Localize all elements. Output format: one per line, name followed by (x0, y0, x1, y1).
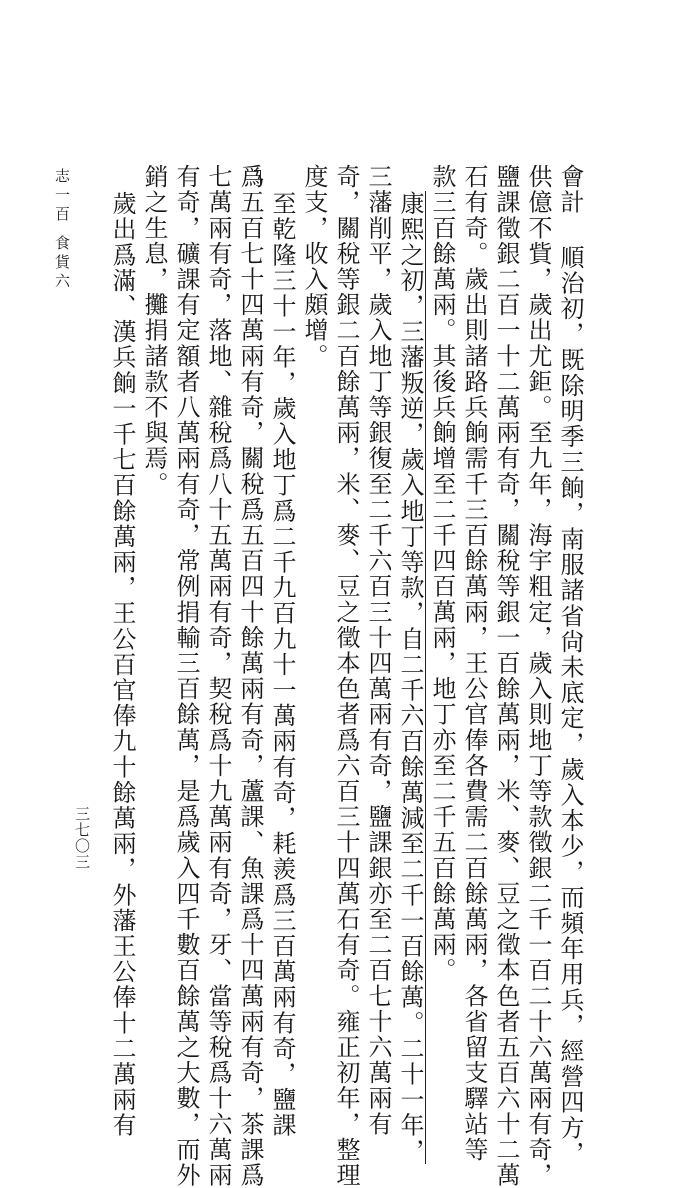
text-column-12: 七萬兩有奇，落地、雜稅爲八十五萬兩有奇，契稅爲十九萬兩有奇，牙、當等稅爲十六萬兩 (204, 164, 232, 1188)
text-column-11: 爲五百七十四萬兩有奇，關稅爲五百四十餘萬兩有奇，蘆課、魚課爲十四萬兩有奇，茶課爲 (236, 164, 264, 1188)
section-label: 食貨六 (53, 235, 71, 292)
text-column-6 (396, 191, 423, 1164)
chapter-label: 志一百 (53, 168, 71, 225)
text-column-13: 有奇，礦課有定額者八萬兩有奇，常例捐輸三百餘萬，是爲歲入四千數百餘萬之大數，而外 (172, 164, 200, 1188)
text-column-15: 歲出爲滿、漢兵餉一千七百餘萬兩，王公百官俸九十餘萬兩，外藩王公俸十二萬兩有 (108, 191, 136, 1139)
page-number: 三七〇三 (73, 806, 91, 870)
text-column-2: 供億不貲，歲出尤鉅。至九年，海宇粗定，歲入則地丁等款徵銀二千一百二十六萬兩有奇， (524, 164, 552, 1188)
era-name-kangxi: 康熙之初，三藩叛逆，歲入地丁等款，自二千六百餘萬減至二千一百餘萬。二十一年， (396, 191, 424, 1164)
era-name-qianlong: 至乾隆三十一年，歲入地丁爲二千九百九十一萬兩有奇，耗羨爲三百萬兩有奇，鹽課 (268, 191, 296, 1139)
running-header (52, 168, 73, 292)
text-column-10 (268, 191, 295, 1138)
text-column-5: 款三百餘萬兩。其後兵餉增至二千四百萬兩，地丁亦至二千五百餘萬兩。 (428, 164, 456, 984)
text-column-4: 石有奇。歲出則諸路兵餉需千三百餘萬兩，王公官俸各費需二百餘萬兩，各省留支驛站等 (460, 164, 488, 1163)
text-column-9: 度支，收入頗增。 (300, 164, 328, 369)
text-column-1 (556, 164, 583, 1166)
text-column-14: 銷之生息，攤捐諸款不與焉。 (140, 164, 168, 497)
text-column-8: 奇，關稅等銀二百餘萬兩，米、麥、豆之徵本色者爲六百三十四萬石有奇。雍正初年，整理 (332, 164, 360, 1188)
heading-mark (254, 170, 261, 185)
text-column-3: 鹽課徵銀二百一十二萬兩有奇，關稅等銀一百餘萬兩，米、麥、豆之徵本色者五百六十二萬 (492, 164, 520, 1188)
section-heading: 會計 順治初，既除明季三餉，南服諸省尙未底定，歲入本少，而頻年用兵，經營四方， (556, 164, 584, 1167)
text-column-7: 三藩削平，歲入地丁等銀復至二千六百三十四萬兩有奇，鹽課銀亦至二百七十六萬兩有 (364, 164, 392, 1137)
